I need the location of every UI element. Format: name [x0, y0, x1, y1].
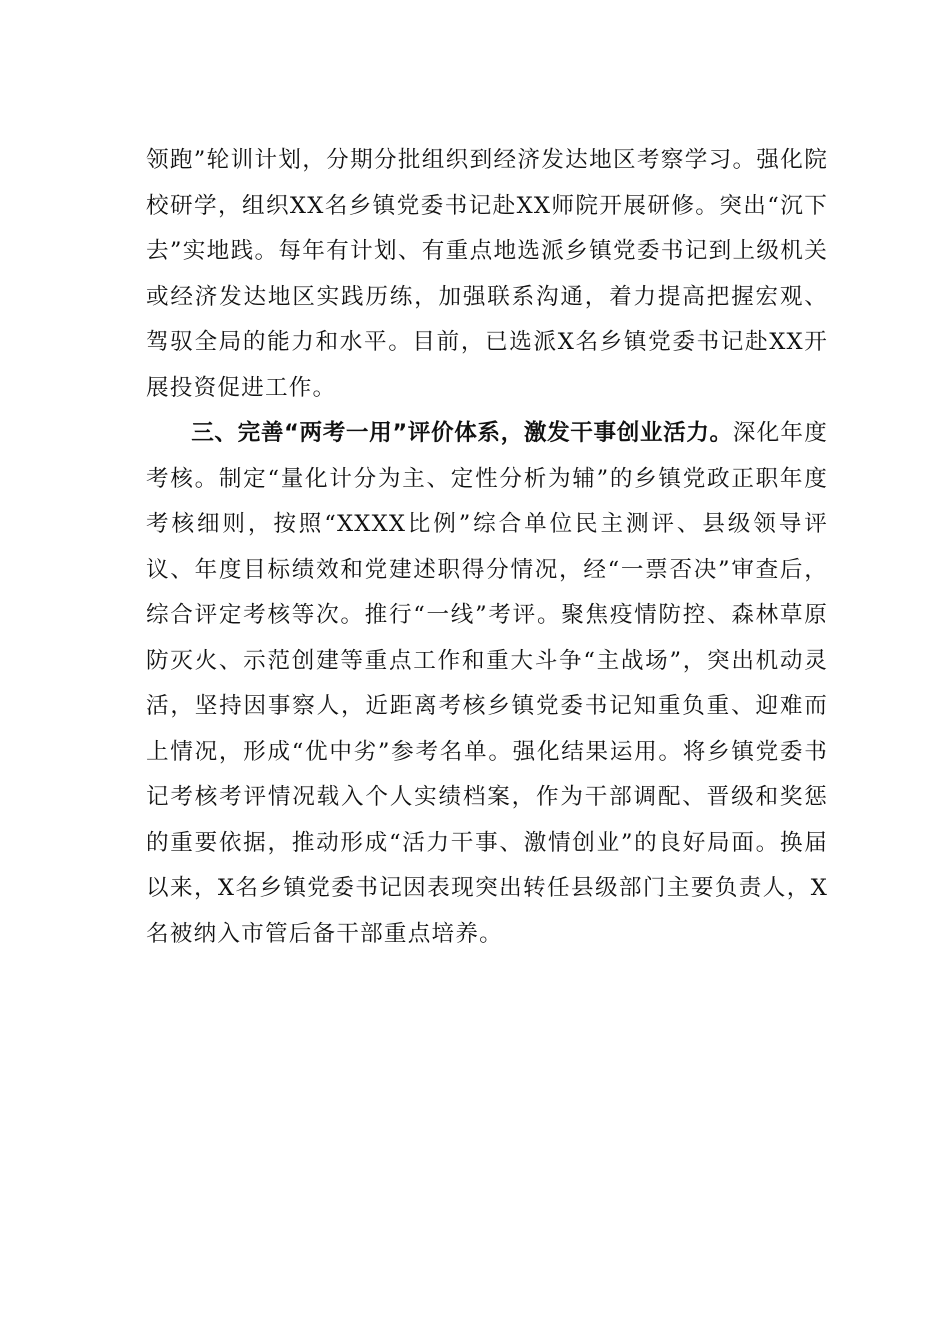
paragraph-1-text: 领跑”轮训计划，分期分批组织到经济发达地区考察学习。强化院校研学，组织XX名乡镇党委书记赴XX师院开展研修。突出“沉下去”实地践。每年有计划、有重点地选派乡镇党委书记到上级机关或经济发达地区实践历练，加强联系沟通，着力提高把握宏观、驾驭全局的能力和水平。目前，已选派X名乡镇党委书记赴XX开展投资促进工作。 [146, 147, 828, 401]
paragraph-section-three [146, 411, 828, 957]
section-three-heading: 三、完善“两考一用”评价体系，激发干事创业活力。 [191, 420, 733, 446]
section-three-body: 深化年度考核。制定“量化计分为主、定性分析为辅”的乡镇党政正职年度考核细则，按照“XXXX比例”综合单位民主测评、县级领导评议、年度目标绩效和党建述职得分情况，经“一票否决”审查后，综合评定考核等次。推行“一线”考评。聚焦疫情防控、森林草原防灭火、示范创建等重点工作和重大斗争“主战场”，突出机动灵活，坚持因事察人，近距离考核乡镇党委书记知重负重、迎难而上情况，形成“优中劣”参考名单。强化结果运用。将乡镇党委书记考核考评情况载入个人实绩档案，作为干部调配、晋级和奖惩的重要依据，推动形成“活力干事、激情创业”的良好局面。换届以来，X名乡镇党委书记因表现突出转任县级部门主要负责人，X名被纳入市管后备干部重点培养。 [146, 420, 828, 947]
document-body [146, 138, 828, 957]
paragraph-continued [146, 138, 828, 411]
